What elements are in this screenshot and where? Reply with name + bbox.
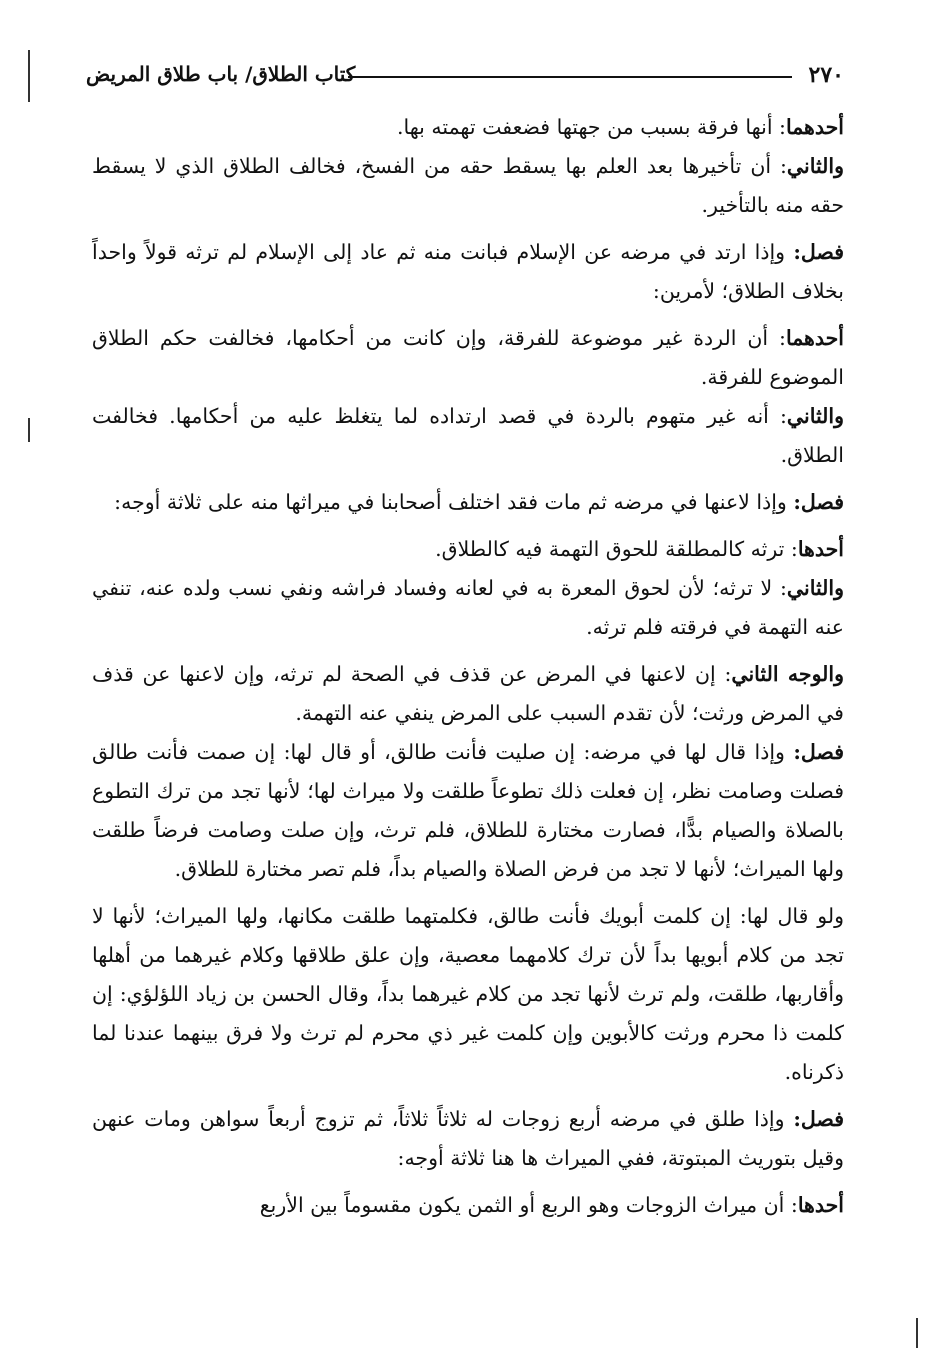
paragraph-12 — [92, 1100, 844, 1178]
paragraph-10 — [92, 733, 844, 889]
paragraph-7 — [92, 530, 844, 569]
paragraph-label: أحدها — [797, 537, 844, 561]
binding-edge-mark — [916, 1318, 918, 1348]
paragraph-text: وإذا لاعنها في مرضه ثم مات فقد اختلف أصحابنا في ميراثها منه على ثلاثة أوجه: — [114, 490, 794, 514]
paragraph-text: ولو قال لها: إن كلمت أبويك فأنت طالق، فكلمتهما طلقت مكانها، ولها الميراث؛ لأنها لا تجد من كلام أبويها بداً لأن ترك كلامهما معصية، وإن علق طلاقها وكلام غيرهما من أهلها وأقاربها، طلقت، ولم ترث لأنها تجد من كلام غيرهما بداً، وقال الحسن بن زياد اللؤلؤي: إن كلمت ذا محرم ورثت كالأبوين وإن كلمت غير ذي محرم لم ترث ولا فرق بينهما عندنا لما ذكرناه. — [92, 904, 844, 1084]
paragraph-label: والوجه الثاني — [731, 662, 844, 686]
paragraph-11 — [92, 897, 844, 1092]
paragraph-text: : أن تأخيرها بعد العلم بها يسقط حقه من الفسخ، فخالف الطلاق الذي لا يسقط حقه منه بالتأخير. — [92, 154, 844, 217]
paragraph-1 — [92, 108, 844, 147]
paragraph-4 — [92, 319, 844, 397]
paragraph-3 — [92, 233, 844, 311]
paragraph-label: أحدهما — [785, 115, 844, 139]
paragraph-text: وإذا ارتد في مرضه عن الإسلام فبانت منه ثم عاد إلى الإسلام لم ترثه قولاً واحداً بخلاف الطلاق؛ لأمرين: — [92, 240, 844, 303]
paragraph-label: والثاني — [786, 154, 844, 178]
paragraph-8 — [92, 569, 844, 647]
paragraph-label: فصل: — [793, 740, 844, 764]
binding-edge-mark — [28, 418, 30, 442]
paragraph-label: فصل: — [793, 240, 844, 264]
header-rule — [348, 76, 792, 78]
paragraph-label: والثاني — [786, 576, 844, 600]
paragraph-6 — [92, 483, 844, 522]
paragraph-9 — [92, 655, 844, 733]
paragraph-label: أحدهما — [785, 326, 844, 350]
paragraph-text: : أن ميراث الزوجات وهو الربع أو الثمن يكون مقسوماً بين الأربع — [259, 1193, 798, 1217]
paragraph-text: : أن الردة غير موضوعة للفرقة، وإن كانت من أحكامها، فخالفت حكم الطلاق الموضوع للفرقة. — [92, 326, 844, 389]
paragraph-text: وإذا قال لها في مرضه: إن صليت فأنت طالق، أو قال لها: إن صمت فأنت طالق فصلت وصامت نظر، إن فعلت ذلك تطوعاً طلقت ولا ميراث لها؛ لأنها تجد من ترك التطوع بالصلاة والصيام بدًّا، فصارت مختارة للطلاق، فلم ترث، وإن صلت وصامت فرضاً طلقت ولها الميراث؛ لأنها لا تجد من فرض الصلاة والصيام بداً، فلم تصر مختارة للطلاق. — [92, 740, 844, 881]
page-header — [86, 62, 844, 94]
page-number: ٢٧٠ — [808, 62, 844, 88]
binding-edge-mark — [28, 50, 30, 102]
paragraph-label: أحدها — [797, 1193, 844, 1217]
paragraph-text: : أنه غير متهوم بالردة في قصد ارتداده لما يتغلظ عليه من أحكامها. فخالفت الطلاق. — [92, 404, 844, 467]
paragraph-label: فصل: — [793, 1107, 844, 1131]
running-title: كتاب الطلاق/ باب طلاق المريض — [86, 62, 356, 86]
paragraph-label: والثاني — [786, 404, 844, 428]
paragraph-13 — [92, 1186, 844, 1225]
paragraph-5 — [92, 397, 844, 475]
paragraph-text: : لا ترثه؛ لأن لحوق المعرة به في لعانه وفساد فراشه ونفي نسب ولده عنه، تنفي عنه التهمة في فرقته فلم ترثه. — [92, 576, 844, 639]
paragraph-text: وإذا طلق في مرضه أربع زوجات له ثلاثاً ثلاثاً، ثم تزوج أربعاً سواهن ومات عنهن وقيل بتوريث المبتوتة، ففي الميراث ها هنا ثلاثة أوجه: — [92, 1107, 844, 1170]
paragraph-text: : أنها فرقة بسبب من جهتها فضعفت تهمته بها. — [396, 115, 786, 139]
page-body — [92, 108, 844, 1225]
paragraph-text: : إن لاعنها في المرض عن قذف في الصحة لم ترثه، وإن لاعنها عن قذف في المرض ورثت؛ لأن تقدم السبب على المرض ينفي عنه التهمة. — [92, 662, 844, 725]
paragraph-label: فصل: — [793, 490, 844, 514]
paragraph-2 — [92, 147, 844, 225]
paragraph-text: : ترثه كالمطلقة للحوق التهمة فيه كالطلاق. — [435, 537, 798, 561]
